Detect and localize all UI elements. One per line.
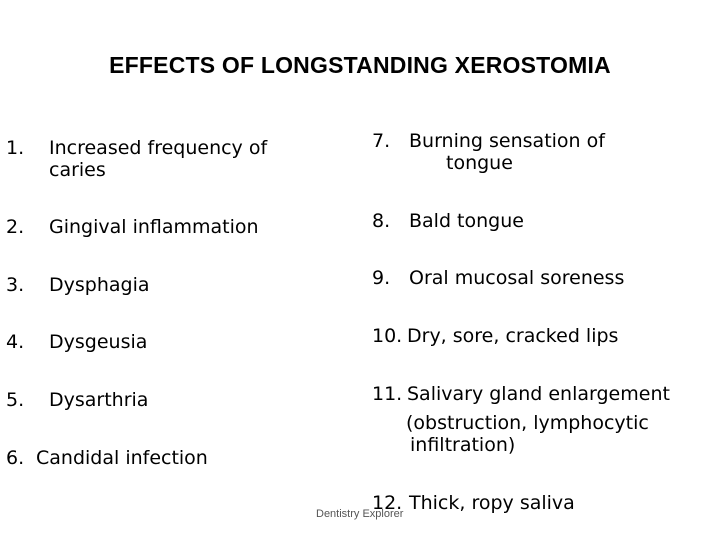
item-text: Increased frequency of <box>49 137 268 159</box>
item-text: Dysphagia <box>49 274 150 296</box>
item-number: 11. <box>372 383 403 405</box>
item-text: Oral mucosal soreness <box>409 267 625 289</box>
item-text-cont: caries <box>49 159 106 181</box>
item-number: 10. <box>372 325 403 347</box>
item-text: Thick, ropy saliva <box>409 492 575 514</box>
watermark-text: Dentistry Explorer <box>316 508 404 520</box>
item-number: 1. <box>6 137 25 159</box>
item-number: 6. <box>6 447 25 469</box>
item-number: 2. <box>6 216 25 238</box>
item-number: 3. <box>6 274 25 296</box>
item-text: Gingival inflammation <box>49 216 259 238</box>
item-text-cont: tongue <box>446 152 513 174</box>
slide-title: EFFECTS OF LONGSTANDING XEROSTOMIA <box>109 52 611 78</box>
item-number: 7. <box>372 130 391 152</box>
item-text: Dysarthria <box>49 389 149 411</box>
item-text: Dysgeusia <box>49 331 148 353</box>
item-text: Salivary gland enlargement <box>407 383 670 405</box>
item-text-cont: infiltration) <box>410 434 516 456</box>
item-text: Dry, sore, cracked lips <box>407 325 619 347</box>
item-number: 12. <box>372 492 403 514</box>
item-text-cont: (obstruction, lymphocytic <box>406 412 649 434</box>
item-number: 9. <box>372 267 391 289</box>
item-text: Candidal infection <box>36 447 208 469</box>
item-text: Bald tongue <box>409 210 524 232</box>
item-number: 4. <box>6 331 25 353</box>
item-text: Burning sensation of <box>409 130 605 152</box>
item-number: 5. <box>6 389 25 411</box>
item-number: 8. <box>372 210 391 232</box>
